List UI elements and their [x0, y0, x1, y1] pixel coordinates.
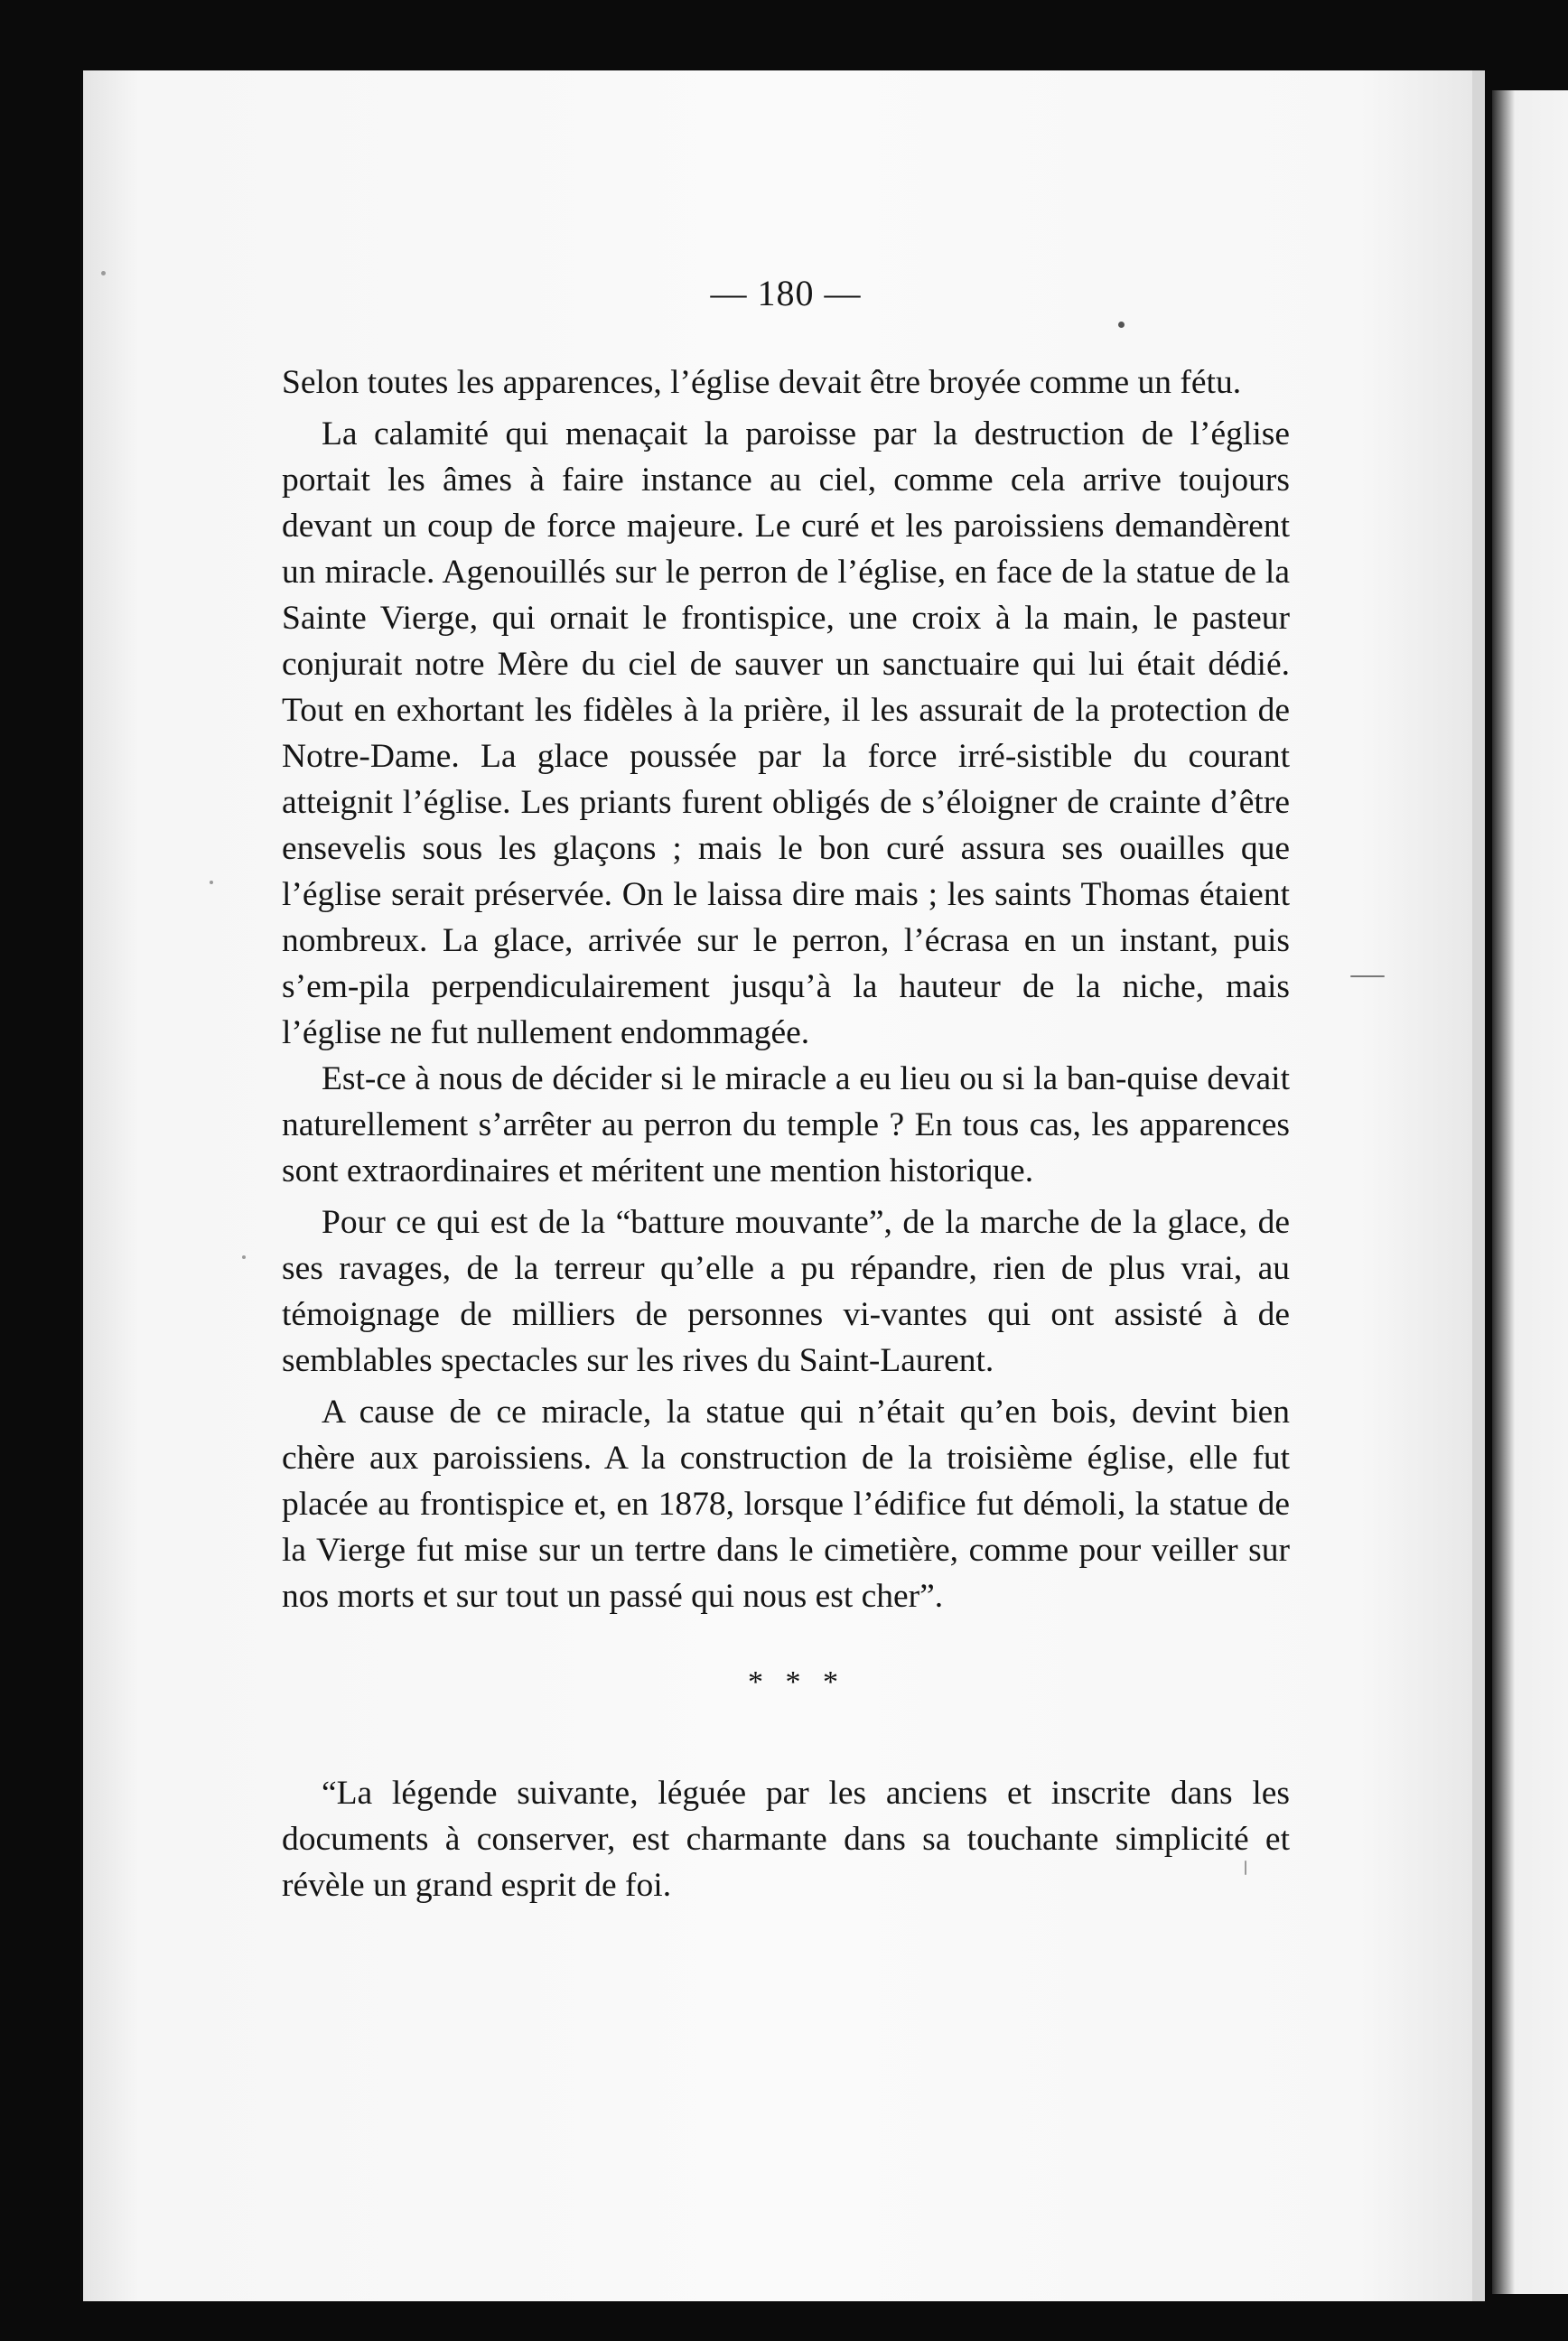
section-separator: * * *	[748, 1665, 845, 1699]
dust-speck	[210, 881, 213, 884]
page-edge	[1472, 70, 1485, 2301]
dust-speck	[242, 1255, 246, 1259]
paragraph: La calamité qui menaçait la paroisse par la destruction de l’église portait les âmes à faire instance au ciel, comme cela arrive toujours devant un coup de force majeure. Le curé et les paroissiens demandèrent un miracle. Agenouillés sur le perron de l’église, en face de la statue de la Sainte Vierge, qui ornait le frontispice, une croix à la main, le pasteur conjurait notre Mère du ciel de sauver un sanctuaire qui lui était dédié. Tout en exhortant les fidèles à la prière, il les assurait de la protection de Notre-Dame. La glace poussée par la force irré-sistible du courant atteignit l’église. Les priants furent obligés de s’éloigner de crainte d’être ensevelis sous les glaçons ; mais le bon curé assura ses ouailles que l’église serait préservée. On le laissa dire mais ; les saints Thomas étaient nombreux. La glace, arrivée sur le perron, l’écrasa en un instant, puis s’em-pila perpendiculairement jusqu’à la hauteur de la niche, mais l’église ne fut nullement endommagée.	[282, 415, 1290, 1051]
page-text	[282, 271, 1290, 1908]
page-number: — 180 —	[710, 273, 862, 313]
dust-speck	[1350, 975, 1385, 977]
paragraph: Selon toutes les apparences, l’église devait être broyée comme un fétu.	[282, 364, 1242, 401]
closing-paragraph: “La légende suivante, léguée par les anciens et inscrite dans les documents à conserver, est charmante dans sa touchante simplicité et révèle un grand esprit de foi.	[282, 1775, 1290, 1904]
paragraph: A cause de ce miracle, la statue qui n’était qu’en bois, devint bien chère aux paroissiens. A la construction de la troisième église, elle fut placée au frontispice et, en 1878, lorsque l’édifice fut démoli, la statue de la Vierge fut mise sur un tertre dans le cimetière, comme pour veiller sur nos morts et sur tout un passé qui nous est cher”.	[282, 1394, 1290, 1615]
dust-speck	[101, 271, 106, 275]
paragraph: Est-ce à nous de décider si le miracle a eu lieu ou si la ban-quise devait naturellement s’arrêter au perron du temple ? En tous cas, les apparences sont extraordinaires et méritent une mention historique.	[282, 1060, 1290, 1189]
paragraph: Pour ce qui est de la “batture mouvante”, de la marche de la glace, de ses ravages, de la terreur qu’elle a pu répandre, rien de plus vrai, au témoignage de milliers de personnes vi-vantes qui ont assisté à de semblables spectacles sur les rives du Saint-Laurent.	[282, 1204, 1290, 1379]
adjacent-page-edge	[1492, 90, 1568, 2294]
